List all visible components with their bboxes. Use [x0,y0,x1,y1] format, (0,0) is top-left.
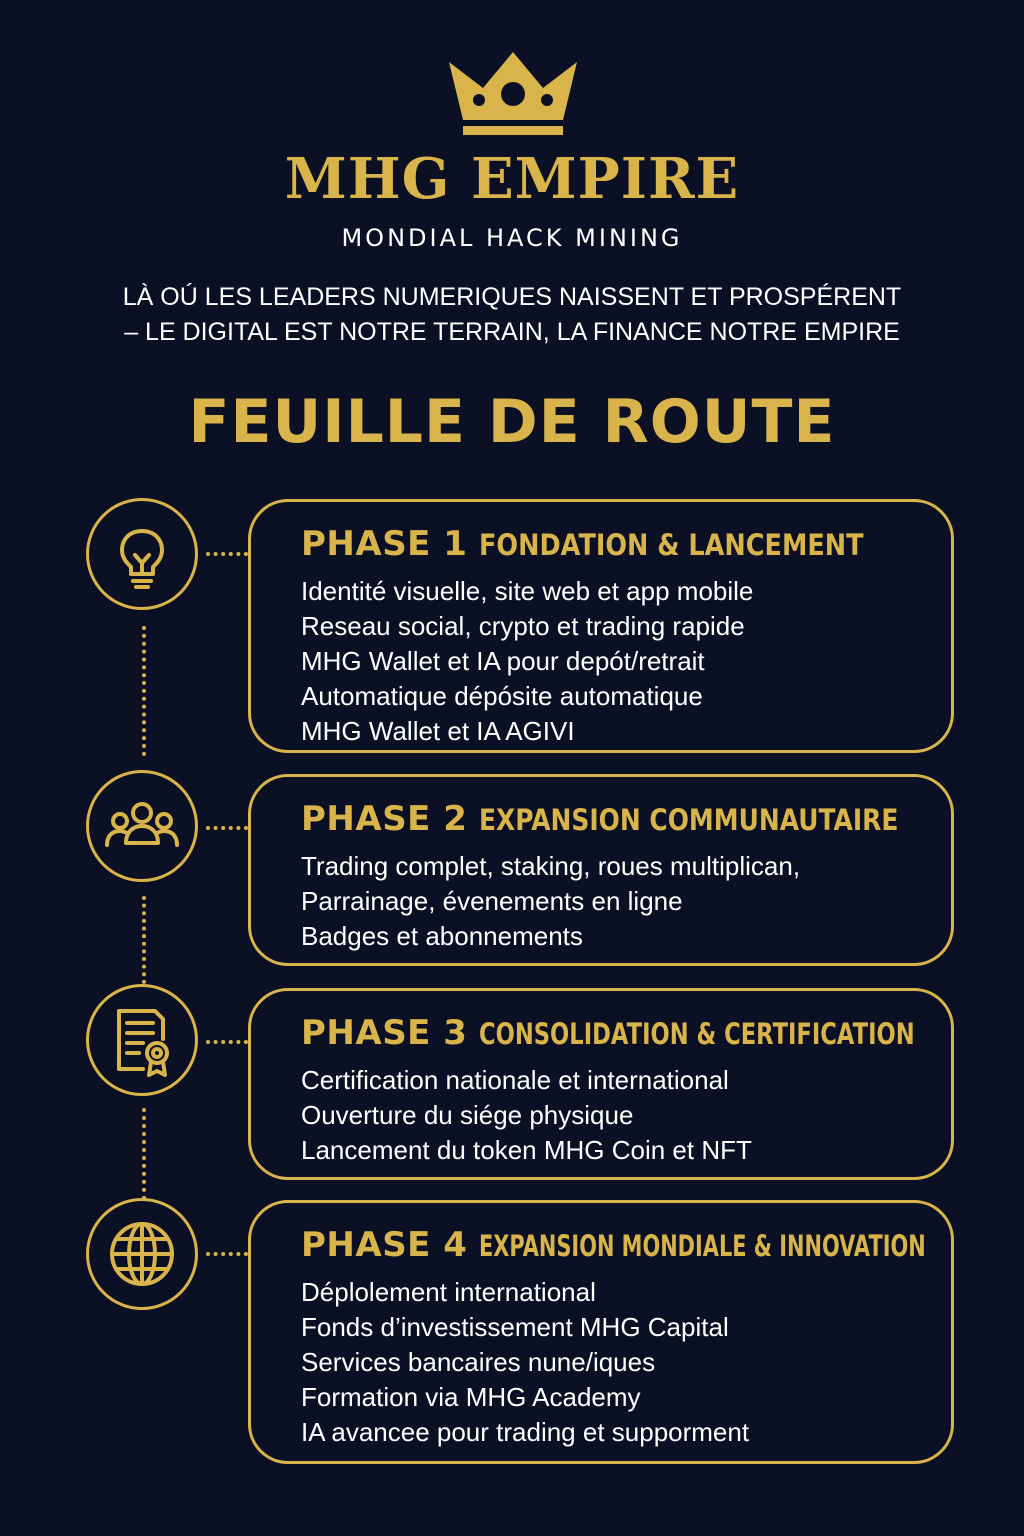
phase-name: EXPANSION COMMUNAUTAIRE [479,803,899,837]
phase-card-4 [248,1200,954,1464]
phase-card-1 [248,499,954,753]
crown-icon [443,48,583,140]
phase-item: Trading complet, staking, roues multiplican, [301,851,801,881]
phase-connector [206,552,248,556]
tagline-line-2: – LE DIGITAL EST NOTRE TERRAIN, LA FINANCE NOTRE EMPIRE [124,318,900,346]
phase-number: PHASE 1 [301,524,468,564]
phase-item: Formation via MHG Academy [301,1382,641,1412]
phase-item: Lancement du token MHG Coin et NFT [301,1135,752,1165]
roadmap-title: FEUILLE DE ROUTE [188,387,836,457]
brand-title: MHG EMPIRE [284,146,740,212]
phase-name: CONSOLIDATION & CERTIFICATION [479,1017,916,1051]
phase-number: PHASE 3 [301,1013,468,1053]
phase-header [301,524,916,564]
timeline-connector [142,896,146,984]
phase-items [301,1063,752,1168]
phase-card-2 [248,774,954,966]
phase-item: Parrainage, évenements en ligne [301,886,683,916]
certificate-icon [86,984,198,1096]
phase-number: PHASE 4 [301,1225,468,1265]
phase-item: Ouverture du siége physique [301,1100,634,1130]
phase-item: Reseau social, crypto et trading rapide [301,611,745,641]
phase-items [301,574,753,749]
phase-item: Services bancaires nune/iques [301,1347,656,1377]
phase-connector [206,826,248,830]
phase-item: Identité visuelle, site web et app mobile [301,576,754,606]
timeline-connector [142,626,146,756]
phase-number: PHASE 2 [301,799,468,839]
phase-header [301,1225,1024,1265]
phase-card-3 [248,988,954,1180]
community-icon [86,770,198,882]
globe-icon [86,1198,198,1310]
phase-item: MHG Wallet et IA AGIVI [301,716,575,746]
phase-items [301,849,800,954]
phase-item: MHG Wallet et IA pour depót/retrait [301,646,705,676]
phase-item: Déplolement international [301,1277,596,1307]
timeline-connector [142,1108,146,1200]
phase-item: Fonds d’investissement MHG Capital [301,1312,729,1342]
phase-header [301,1013,1024,1053]
phase-header [301,799,967,839]
phase-connector [206,1040,248,1044]
phase-name: FONDATION & LANCEMENT [479,528,864,562]
phase-item: IA avancee pour trading et supporment [301,1417,750,1447]
phase-name: EXPANSION MONDIALE & INNOVATION [479,1229,927,1263]
brand-subtitle: MONDIAL HACK MINING [341,224,683,252]
phase-item: Badges et abonnements [301,921,583,951]
lightbulb-icon [86,498,198,610]
phase-item: Automatique dépósite automatique [301,681,703,711]
phase-items [301,1275,749,1450]
tagline-line-1: LÀ OÚ LES LEADERS NUMERIQUES NAISSENT ET PROSPÉRENT [122,283,902,311]
phase-item: Certification nationale et international [301,1065,729,1095]
phase-connector [206,1252,248,1256]
